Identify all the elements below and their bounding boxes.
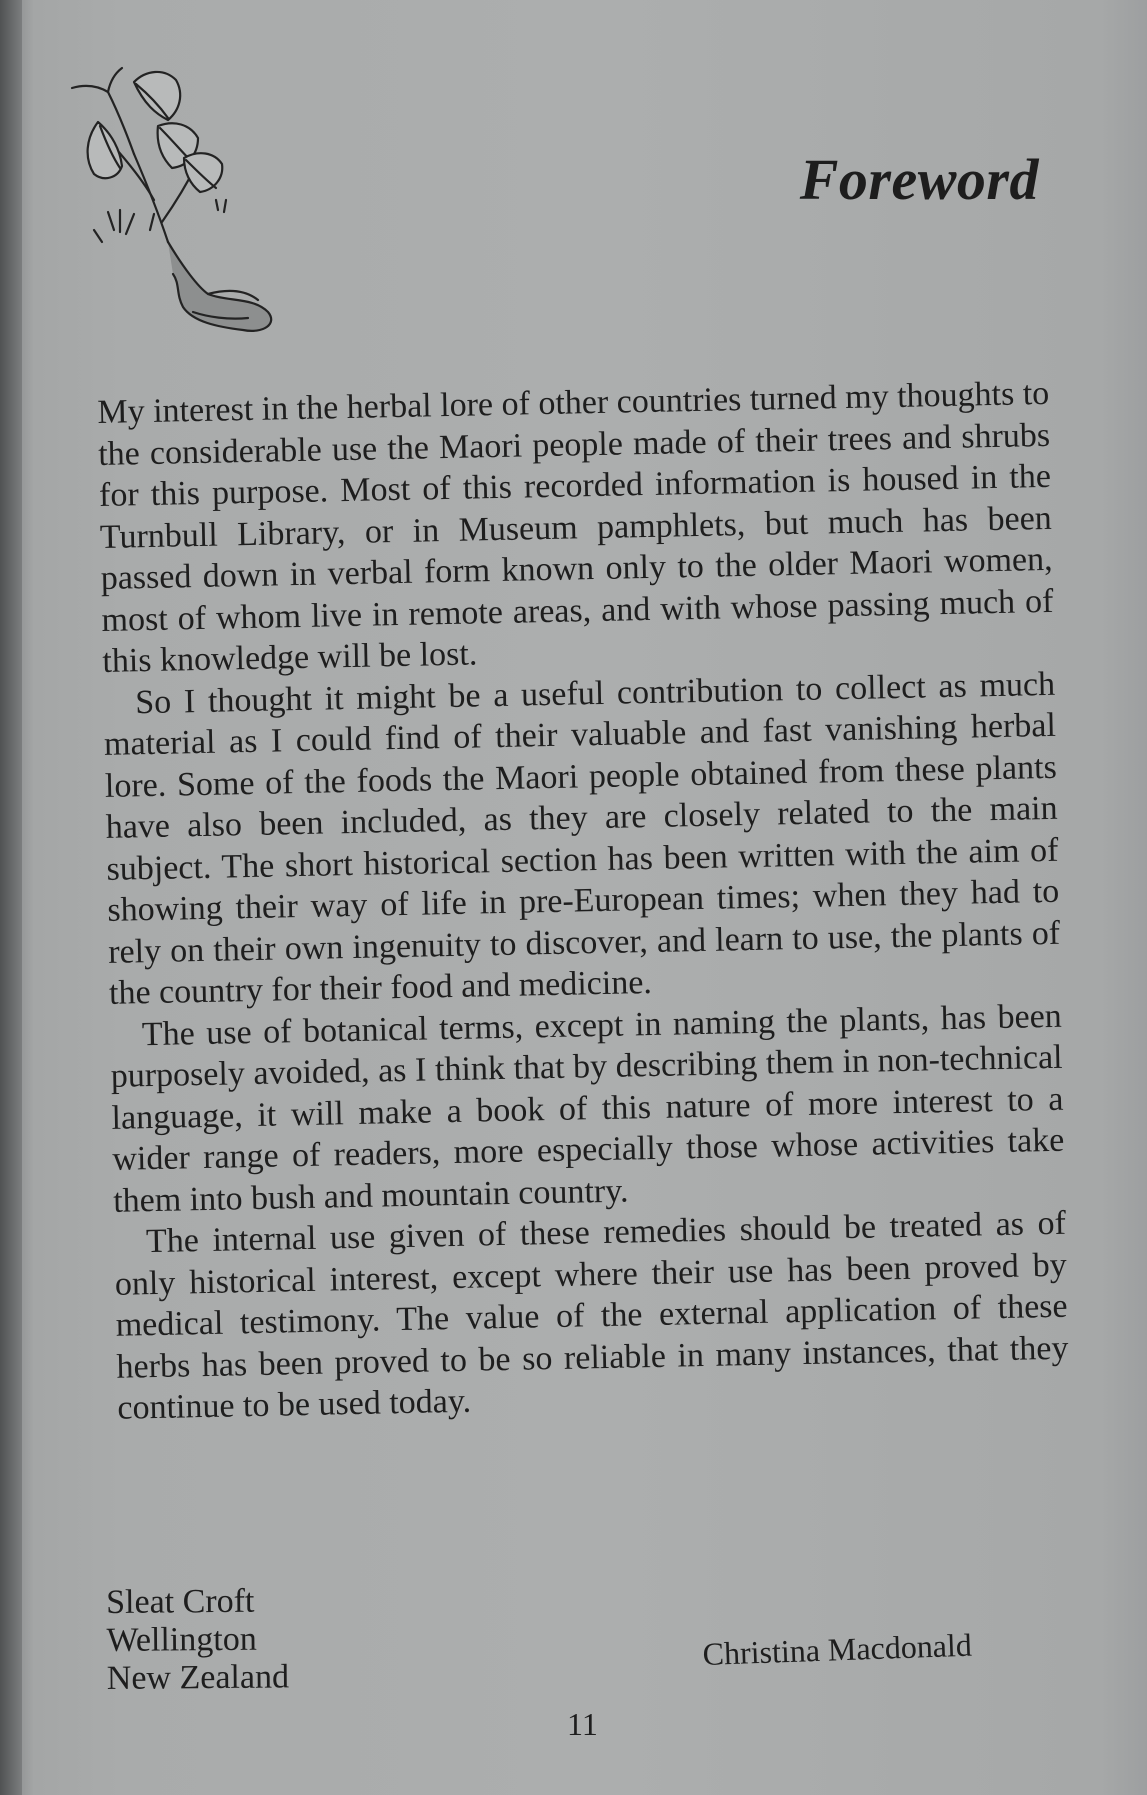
foreword-body (97, 373, 1070, 1429)
page-number: 11 (567, 1706, 598, 1742)
paragraph-3: The use of botanical terms, except in naming the plants, has been purposely avoided, as I think that by describing them in non-technical language, it will make a book of this nature of more interest to a wider range of readers, more especially those whose activities take them into bush and mountain country. (110, 997, 1065, 1220)
page-title: Foreword (799, 147, 1039, 212)
address-line-3: New Zealand (106, 1658, 290, 1697)
paragraph-4: The internal use given of these remedies should be treated as of only historical interest, except where their use has been proved by medical testimony. The value of the external application of these herbs has been proved to be so reliable in many instances, that they continue to be used today. (114, 1204, 1069, 1427)
book-gutter-shadow (0, 0, 22, 1795)
address-line-2: Wellington (106, 1620, 257, 1659)
author-address (106, 1582, 289, 1698)
plant-sketch-illustration (58, 62, 320, 344)
author-signature: Christina Macdonald (702, 1626, 973, 1672)
address-line-1: Sleat Croft (106, 1582, 255, 1621)
paragraph-1: My interest in the herbal lore of other countries turned my thoughts to the considerable use the Maori people made of their trees and shrubs for this purpose. Most of this recorded information is housed in the Turnbull Library, or in Museum pamphlets, but much has been passed down in verbal form known only to the older Maori women, most of whom live in remote areas, and with whose passing much of this knowledge will be lost. (97, 374, 1054, 680)
paragraph-2: So I thought it might be a useful contribution to collect as much material as I could find of their valuable and fast vanishing herbal lore. Some of the foods the Maori people obtained from these plants have also been included, as they are closely related to the main subject. The short historical section has been written with the aim of showing their way of life in pre-European times; when they had to rely on their own ingenuity to discover, and learn to use, the plants of the country for their food and medicine. (103, 665, 1061, 1012)
